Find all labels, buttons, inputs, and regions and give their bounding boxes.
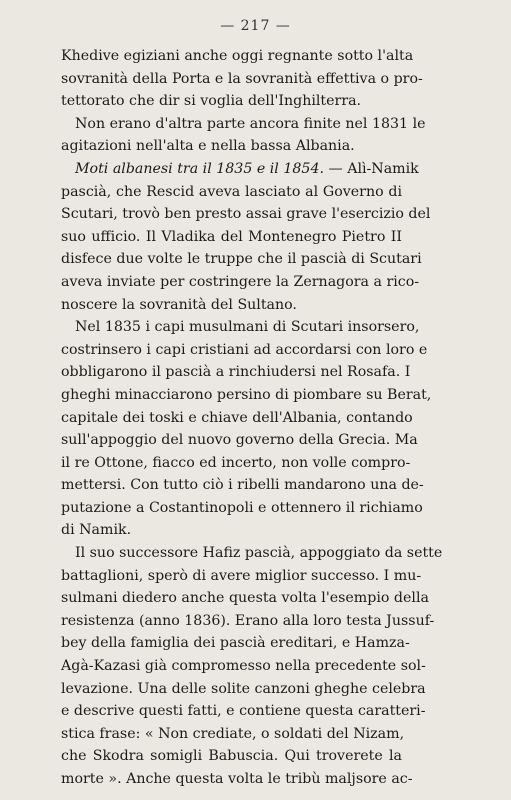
text-line: e descrive questi fatti, e contiene questa caratteri-	[61, 703, 426, 720]
text-line: obbligarono il pascià a rinchiudersi nel Rosafa. I	[61, 364, 411, 381]
text-line-tail: — Alì-Namik	[328, 160, 419, 177]
text-line: pascià, che Rescid aveva lasciato al Governo di	[61, 183, 402, 200]
text-line: gheghi minacciarono persino di piombare su Berat,	[61, 386, 432, 403]
text-line: suo ufficio. Il Vladika del Montenegro Pietro II	[61, 228, 402, 245]
text-line: sovranità della Porta e la sovranità effettiva o pro-	[61, 70, 423, 87]
text-line: di Namik.	[61, 522, 132, 539]
text-line: resistenza (anno 1836). Erano alla loro testa Jussuf-	[61, 612, 435, 629]
text-line: sull'appoggio del nuovo governo della Grecia. Ma	[61, 432, 418, 449]
text-line: Agà-Kazasi già compromesso nella precedente sol-	[61, 658, 426, 675]
text-line: disfece due volte le truppe che il pascià di Scutari	[61, 251, 422, 268]
text-line: capitale dei toski e chiave dell'Albania, contando	[61, 409, 413, 426]
text-line: putazione a Costantinopoli e ottennero il richiamo	[61, 499, 423, 516]
text-line: bey della famiglia dei pascià ereditari, e Hamza-	[61, 635, 410, 652]
text-line: morte ». Anche questa volta le tribù maljsore ac-	[61, 771, 413, 787]
text-line: stica frase: « Non crediate, o soldati del Nizam,	[61, 725, 405, 742]
body-text	[61, 45, 443, 791]
text-line: Nel 1835 i capi musulmani di Scutari insorsero,	[75, 319, 420, 336]
text-line: sulmani diedero anche questa volta l'esempio della	[61, 590, 429, 607]
text-line: costrinsero i capi cristiani ad accordarsi con loro e	[61, 341, 428, 358]
text-line: aveva inviate per costringere la Zernagora a rico-	[61, 273, 420, 290]
text-line: Scutari, trovò ben presto assai grave l'esercizio del	[61, 206, 431, 223]
text-line: agitazioni nell'alta e nella bassa Albania.	[61, 138, 355, 155]
text-line: noscere la sovranità del Sultano.	[61, 296, 297, 313]
text-line: il re Ottone, fiacco ed incerto, non volle compro-	[61, 454, 411, 471]
text-line: levazione. Una delle solite canzoni gheghe celebra	[61, 680, 426, 697]
section-heading: Moti albanesi tra il 1835 e il 1854.	[75, 160, 324, 177]
text-line: Khedive egiziani anche oggi regnante sotto l'alta	[61, 48, 414, 64]
text-line: Il suo successore Hafiz pascià, appoggiato da sette	[75, 545, 443, 562]
text-line: che Skodra somigli Babuscia. Qui troverete la	[61, 748, 402, 765]
text-line: tettorato che dir si voglia dell'Inghilterra.	[61, 93, 362, 110]
text-line: mettersi. Con tutto ciò i ribelli mandarono una de-	[61, 477, 424, 494]
text-line-with-heading	[61, 158, 419, 181]
text-line: battaglioni, sperò di avere miglior successo. I mu-	[61, 567, 422, 584]
page-number: — 217 —	[220, 18, 291, 34]
text-line: Non erano d'altra parte ancora finite nel 1831 le	[75, 115, 426, 132]
